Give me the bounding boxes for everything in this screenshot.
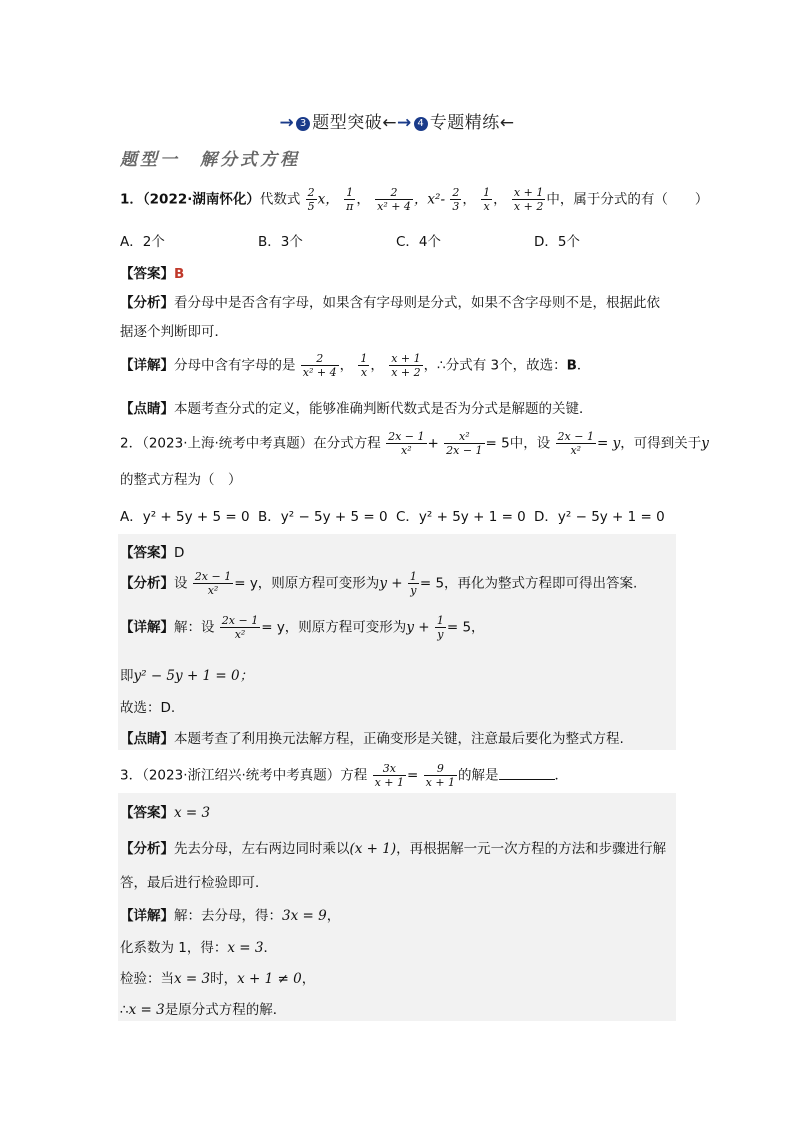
denominator: 5	[307, 200, 315, 213]
text-segment: x，	[317, 191, 339, 208]
fraction	[444, 430, 484, 457]
text-segment: 2．	[120, 435, 143, 452]
text-segment: 即	[120, 668, 134, 684]
text-segment: =	[407, 767, 419, 784]
text-segment: 【详解】	[120, 357, 174, 374]
text-segment: (x + 1)	[349, 841, 397, 857]
text-segment: x + 1 ≠ 0	[237, 971, 302, 987]
denominator: x²	[207, 584, 219, 597]
text-segment: = 5，再化为整式方程即可得出答案.	[419, 575, 638, 592]
q3-analysis-cont: 答，最后进行检验即可．	[120, 875, 269, 891]
numerator: 2	[452, 186, 460, 199]
text-segment: 在分式方程	[313, 435, 381, 452]
numerator: 1	[360, 352, 368, 365]
fraction	[389, 352, 422, 379]
text-segment: 是原分式方程的解．	[164, 1002, 287, 1018]
number-badge: 3	[296, 117, 310, 131]
numerator: 3x	[373, 762, 406, 776]
text-segment: ，	[493, 191, 507, 208]
text-segment: （2023·上海·统考中考真题）	[142, 435, 314, 452]
numerator: 2x − 1	[557, 430, 594, 443]
q2-stem-cont: 的整式方程为（ ）	[120, 472, 242, 488]
numerator: 2	[301, 352, 339, 366]
text-segment: 方程	[340, 767, 368, 784]
text-segment: ．	[263, 940, 277, 956]
denominator: x + 2	[513, 200, 544, 213]
fraction	[375, 186, 413, 213]
page-header	[0, 108, 794, 133]
q2-answer	[120, 541, 184, 561]
text-segment: 1．	[120, 191, 143, 208]
text-segment: 【分析】	[120, 295, 174, 311]
section-title: 题型一 解分式方程	[120, 150, 300, 170]
q1-options	[120, 230, 672, 250]
fraction	[344, 186, 355, 213]
denominator: x² + 4	[377, 200, 411, 213]
text-segment: 【答案】	[120, 266, 174, 282]
text-segment: （2023·浙江绍兴·统考中考真题）	[142, 767, 341, 784]
numerator: 2x − 1	[221, 614, 259, 627]
text-segment: 3．	[120, 767, 143, 784]
text-segment: ，x²-	[413, 191, 446, 208]
fraction	[556, 430, 596, 457]
q1-detail	[120, 352, 590, 379]
text-segment: ，可得到关于	[620, 435, 702, 452]
q3-detail-4	[120, 998, 286, 1018]
option-d: D．y² − 5y + 1 = 0	[534, 509, 665, 525]
text-segment: 看分母中是否含有字母，如果含有字母则是分式，如果不含字母则不是，根据此依	[174, 295, 660, 311]
denominator: x²	[400, 444, 412, 457]
option-c: C．4个	[396, 234, 442, 250]
numerator: 2	[375, 186, 413, 200]
text-segment: y	[701, 435, 709, 452]
denominator: π	[346, 200, 354, 213]
denominator: y	[437, 628, 444, 641]
text-segment: 【点睛】	[120, 731, 174, 747]
q3-answer	[120, 801, 210, 821]
option-b: B．y² − 5y + 5 = 0	[258, 509, 388, 525]
header-label-2: 专题精练←	[429, 113, 515, 133]
option-d: D．5个	[534, 234, 580, 250]
numerator: x + 1	[513, 186, 544, 199]
text-segment: ．	[576, 357, 591, 374]
text-segment: x = 3	[174, 805, 211, 821]
text-segment: ∴	[120, 1002, 129, 1018]
denominator: x + 2	[391, 366, 421, 379]
numerator: x²	[444, 430, 484, 444]
text-segment: 中，属于分式的有（ ）	[546, 191, 709, 208]
q1-analysis	[120, 291, 660, 311]
numerator: 1	[344, 186, 355, 200]
q3-detail-2	[120, 936, 277, 956]
text-segment: 【答案】	[120, 805, 174, 821]
text-segment: x = 3	[174, 971, 211, 987]
text-segment: = 5中，设	[485, 435, 551, 452]
text-segment: ．	[554, 767, 569, 784]
text-segment: x = 3	[227, 940, 264, 956]
text-segment: ，∴分式有 3个，故选：	[423, 357, 567, 374]
numerator: 1	[409, 570, 417, 583]
text-segment: ，再根据解一元一次方程的方法和步骤进行解	[396, 841, 667, 857]
text-segment: 本题考查了利用换元法解方程，正确变形是关键，注意最后要化为整式方程.	[174, 731, 624, 747]
text-segment: ，	[326, 908, 341, 924]
text-segment: ，	[462, 191, 476, 208]
q3-detail	[120, 904, 340, 924]
q1-analysis-cont: 据逐个判断即可．	[120, 324, 228, 340]
text-segment: 先去分母，左右两边同时乘以	[174, 841, 350, 857]
text-segment: 解：去分母，得：	[174, 908, 282, 924]
text-segment: B	[566, 357, 577, 374]
text-segment: 【详解】	[120, 619, 174, 636]
option-a: A．2个	[120, 234, 165, 250]
fraction	[220, 614, 260, 641]
fraction	[301, 352, 339, 379]
numerator: 9	[424, 762, 457, 776]
fraction	[512, 186, 545, 213]
q2-options	[120, 505, 672, 525]
text-segment: = y，则原方程可变形为	[261, 619, 407, 636]
fraction	[408, 570, 419, 597]
fraction	[386, 430, 426, 457]
denominator: x	[360, 366, 368, 379]
q2-detail	[120, 614, 485, 641]
option-c: C．y² + 5y + 1 = 0	[396, 509, 526, 525]
numerator: 1	[436, 614, 444, 627]
q3-stem	[120, 762, 568, 789]
text-segment: 【点睛】	[120, 401, 174, 417]
denominator: x²	[234, 628, 246, 641]
q1-answer	[120, 262, 184, 282]
text-segment: B	[174, 266, 185, 282]
text-segment: ，	[301, 971, 316, 987]
fraction	[373, 762, 406, 789]
fraction	[450, 186, 461, 213]
numerator: 1	[483, 186, 491, 199]
text-segment: 设	[174, 575, 188, 592]
denominator: x + 1	[425, 776, 456, 789]
text-segment: = y，则原方程可变形为	[234, 575, 380, 592]
q2-comment	[120, 727, 624, 747]
numerator: 2x − 1	[388, 430, 425, 443]
text-segment: 分母中含有字母的是	[174, 357, 296, 374]
q2-solution-box	[118, 534, 676, 750]
denominator: x² + 4	[302, 366, 337, 379]
text-segment: 检验：当	[120, 971, 174, 987]
denominator: x²	[570, 444, 582, 457]
text-segment: 3x = 9	[282, 908, 327, 924]
q1-stem	[120, 186, 708, 213]
numerator: 2	[307, 186, 315, 199]
q2-analysis	[120, 570, 637, 597]
numerator: 2x − 1	[194, 570, 232, 583]
text-segment: 时，	[210, 971, 238, 987]
text-segment: y +	[379, 575, 403, 592]
text-segment: 【分析】	[120, 841, 174, 857]
text-segment: 本题考查分式的定义，能够准确判断代数式是否为分式是解题的关键．	[174, 401, 593, 417]
denominator: 3	[452, 200, 460, 213]
text-segment: 的解是	[458, 767, 499, 784]
option-b: B．3个	[258, 234, 303, 250]
text-segment: = 5，	[446, 619, 485, 636]
q3-detail-3	[120, 967, 315, 987]
text-segment: 解：设	[174, 619, 215, 636]
text-segment: = y	[596, 435, 621, 452]
text-segment: 【答案】	[120, 545, 174, 561]
q2-choice: 故选：D.	[120, 700, 176, 716]
text-segment: x = 3	[128, 1002, 165, 1018]
denominator: x	[483, 200, 490, 213]
answer-blank	[499, 767, 555, 780]
fraction	[193, 570, 233, 597]
arrow-icon: →	[279, 113, 295, 133]
fraction	[306, 186, 317, 213]
fraction	[435, 614, 446, 641]
header-label-1: 题型突破←	[312, 113, 397, 133]
text-segment: 代数式	[259, 191, 301, 208]
denominator: x + 1	[374, 776, 405, 789]
text-segment: ，	[339, 357, 354, 374]
text-segment: y +	[406, 619, 430, 636]
text-segment: y² − 5y + 1 = 0；	[133, 668, 254, 684]
fraction	[358, 352, 369, 379]
text-segment: 【详解】	[120, 908, 174, 924]
text-segment: D	[174, 545, 185, 561]
number-badge: 4	[414, 117, 428, 131]
fraction	[424, 762, 457, 789]
text-segment: 【分析】	[120, 575, 174, 592]
text-segment: （2022·湖南怀化）	[142, 191, 260, 208]
q2-stem	[120, 430, 709, 457]
arrow-icon: →	[397, 113, 412, 133]
text-segment: +	[427, 435, 439, 452]
q2-detail-line	[120, 664, 253, 684]
numerator: x + 1	[391, 352, 421, 365]
text-segment: ，	[356, 191, 370, 208]
denominator: y	[410, 584, 417, 597]
q3-analysis	[120, 837, 666, 857]
option-a: A．y² + 5y + 5 = 0	[120, 509, 250, 525]
denominator: 2x − 1	[446, 444, 483, 457]
text-segment: 化系数为 1，得：	[120, 940, 228, 956]
text-segment: ，	[370, 357, 384, 374]
fraction	[481, 186, 492, 213]
q1-comment	[120, 397, 593, 417]
